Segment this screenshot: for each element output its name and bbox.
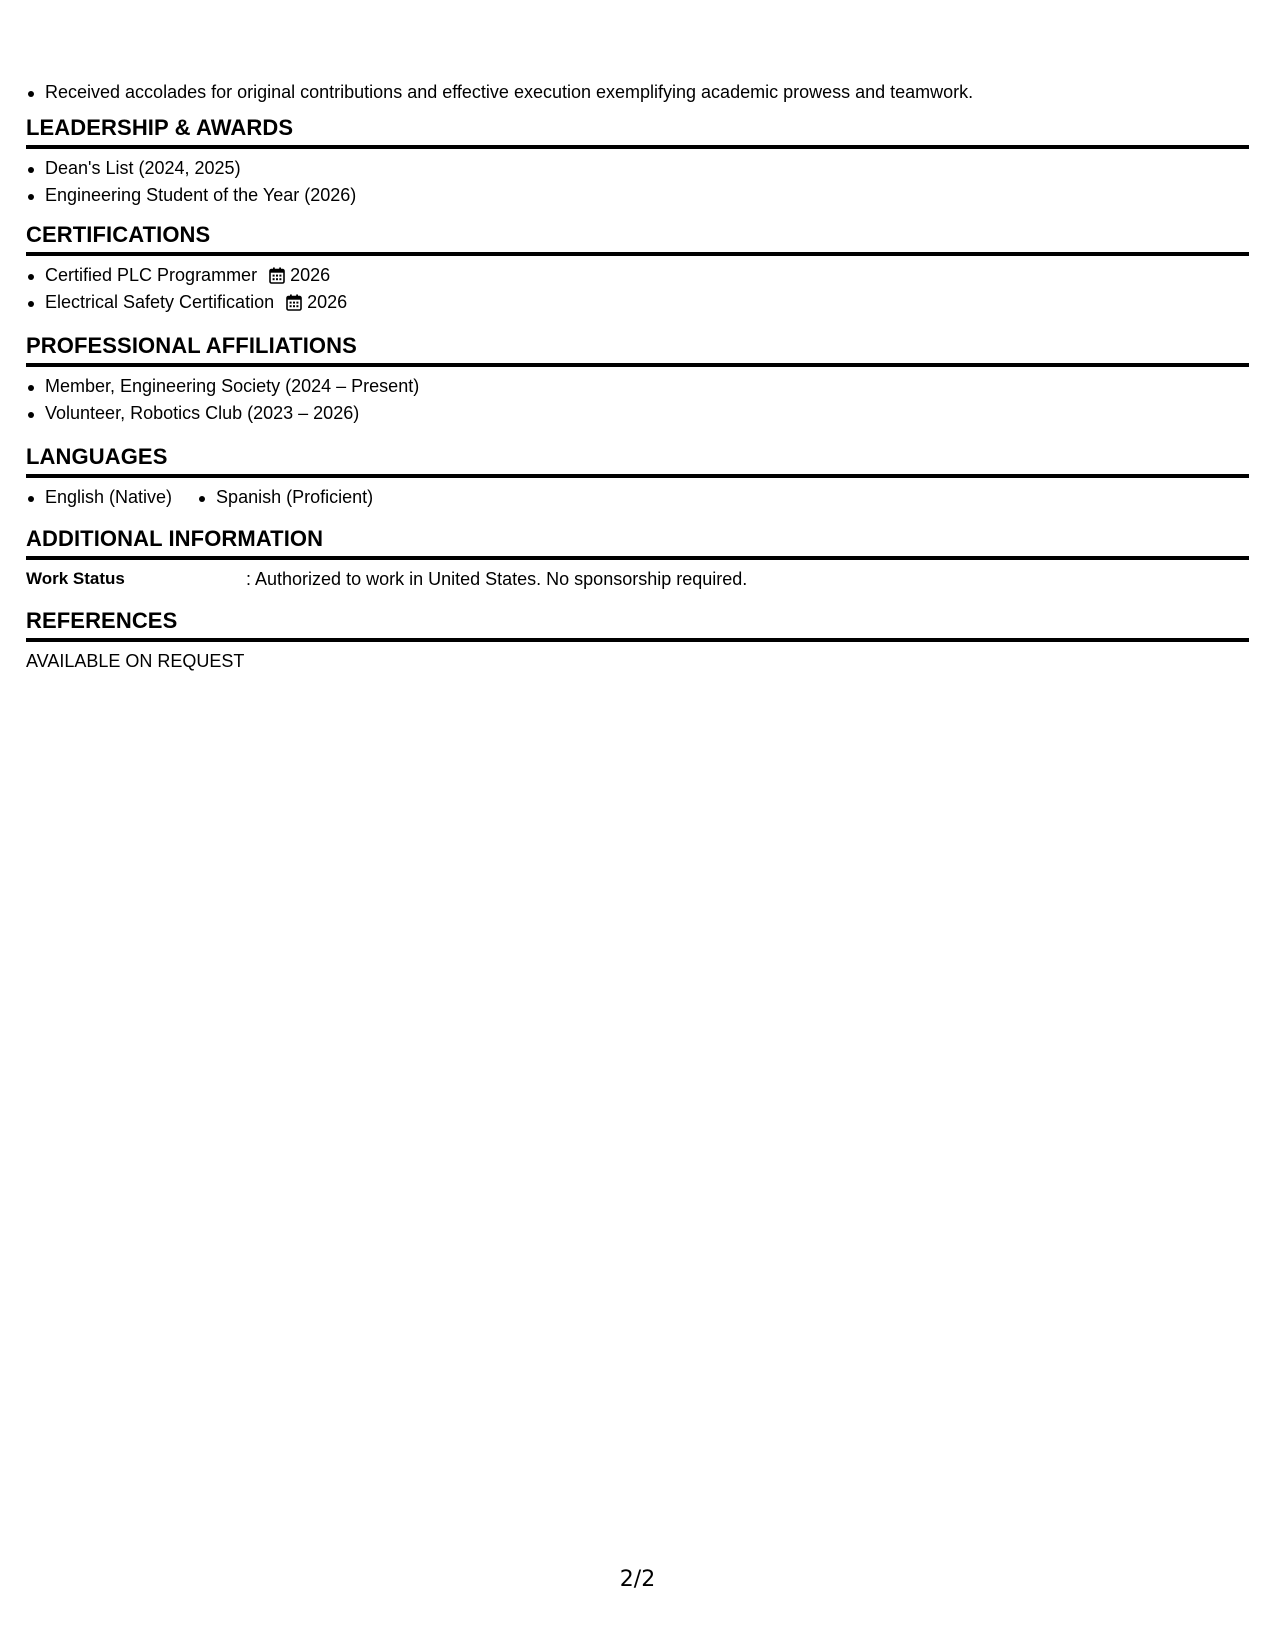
list-item: Dean's List (2024, 2025) xyxy=(26,155,1249,182)
certifications-list xyxy=(26,262,1249,316)
section-additional-information xyxy=(26,526,1249,592)
section-certifications xyxy=(26,222,1249,316)
list-item: Received accolades for original contributions and effective execution exemplifying academic prowess and teamwork. xyxy=(26,79,973,106)
work-status-value: : Authorized to work in United States. No sponsorship required. xyxy=(246,569,748,589)
list-item xyxy=(26,289,1249,316)
section-leadership-awards xyxy=(26,115,1249,209)
achievements-list xyxy=(26,79,973,106)
list-item: Volunteer, Robotics Club (2023 – 2026) xyxy=(26,400,1249,427)
list-item: Engineering Student of the Year (2026) xyxy=(26,182,1249,209)
certification-name: Electrical Safety Certification xyxy=(45,292,275,312)
languages-list xyxy=(26,484,1249,511)
section-professional-affiliations xyxy=(26,333,1249,427)
section-heading: REFERENCES xyxy=(26,608,1249,642)
list-item: English (Native) xyxy=(26,484,172,511)
leadership-list xyxy=(26,155,1249,209)
affiliations-list xyxy=(26,373,1249,427)
work-status-row xyxy=(26,566,1249,592)
section-heading: LEADERSHIP & AWARDS xyxy=(26,115,1249,149)
certification-year: 2026 xyxy=(290,265,331,285)
section-languages xyxy=(26,444,1249,511)
references-text: AVAILABLE ON REQUEST xyxy=(26,651,245,671)
certification-year: 2026 xyxy=(307,292,348,312)
calendar-icon xyxy=(286,294,302,311)
list-item: Spanish (Proficient) xyxy=(197,484,373,511)
work-status-label: Work Status xyxy=(26,569,125,588)
section-heading: PROFESSIONAL AFFILIATIONS xyxy=(26,333,1249,367)
certification-name: Certified PLC Programmer xyxy=(45,265,258,285)
calendar-icon xyxy=(269,267,285,284)
page-number: 2/2 xyxy=(619,1567,656,1592)
section-heading: CERTIFICATIONS xyxy=(26,222,1249,256)
section-heading: LANGUAGES xyxy=(26,444,1249,478)
list-item xyxy=(26,262,1249,289)
list-item: Member, Engineering Society (2024 – Present) xyxy=(26,373,1249,400)
section-heading: ADDITIONAL INFORMATION xyxy=(26,526,1249,560)
section-references xyxy=(26,608,1249,674)
